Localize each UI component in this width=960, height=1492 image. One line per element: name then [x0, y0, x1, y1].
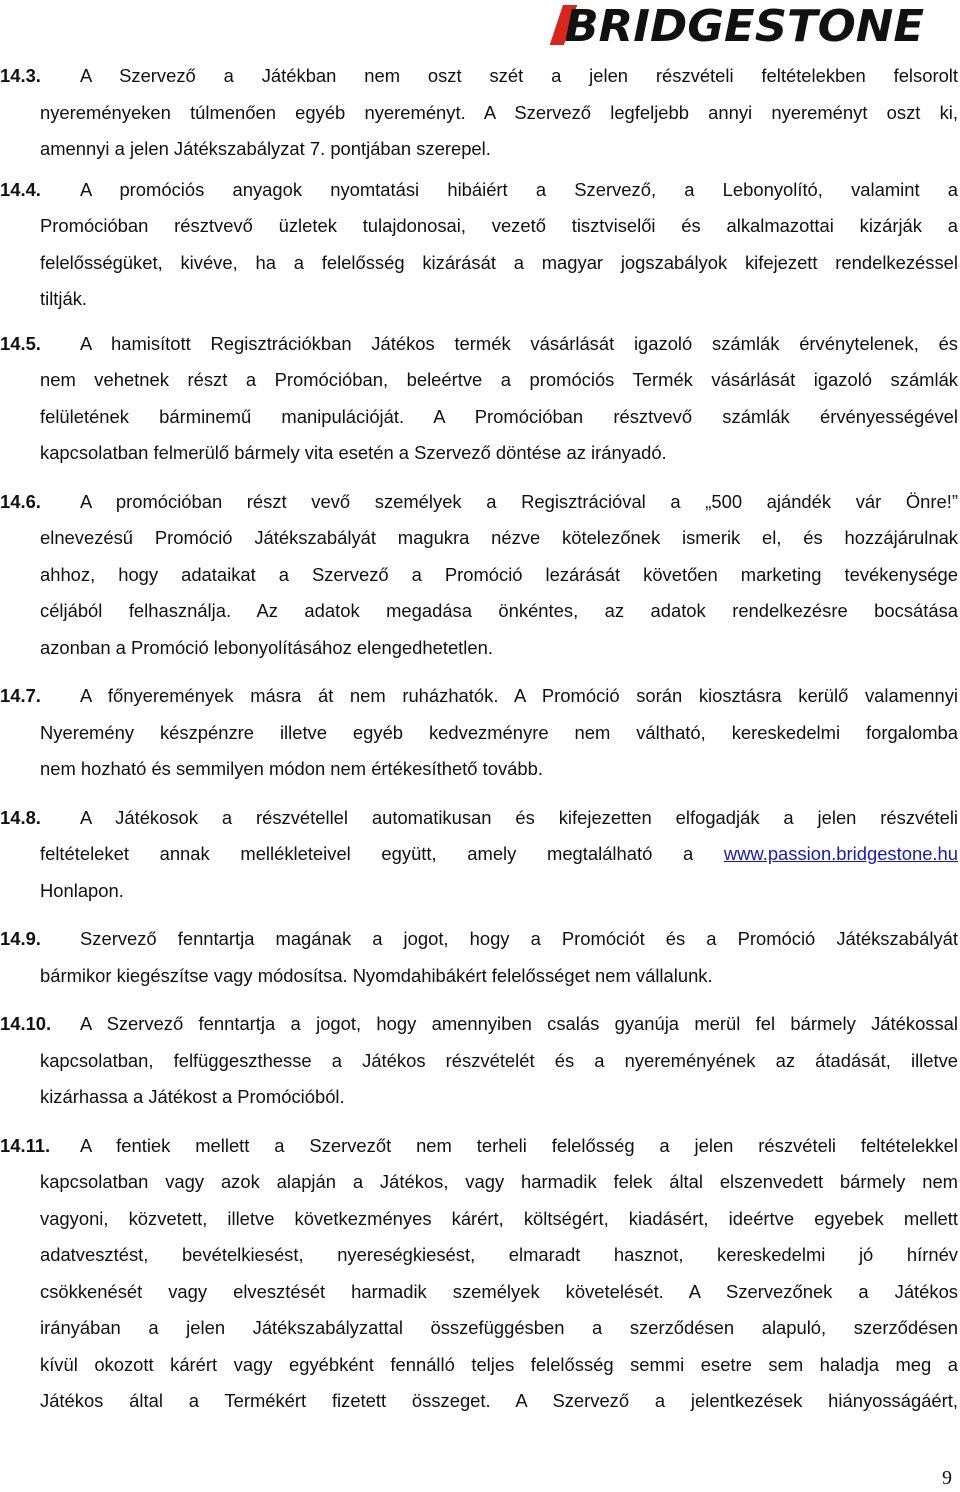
page-number: 9 [942, 1467, 952, 1489]
paragraph-line: ahhoz, hogy adataikat a Szervező a Promóció lezárását követően marketing tevékenysége [40, 563, 958, 585]
paragraph-line: azonban a Promóció lebonyolításához elengedhetetlen. [40, 636, 493, 658]
paragraph-14-3 [0, 58, 958, 168]
paragraph-line: A Szervező a Játékban nem oszt szét a jelen részvételi feltételekben felsorolt [80, 65, 958, 86]
paragraph-number: 14.3. [0, 65, 41, 86]
paragraph-line: Játékos által a Termékért fizetett összeget. A Szervező a jelentkezések hiányosságáért, [40, 1390, 958, 1411]
paragraph-number: 14.7. [0, 685, 41, 706]
paragraph-line: A Játékosok a részvétellel automatikusan és kifejezetten elfogadják a jelen részvételi [80, 806, 958, 828]
paragraph-line: céljából felhasználja. Az adatok megadása önkéntes, az adatok rendelkezésre bocsátása [40, 600, 958, 621]
paragraph-line: vagyoni, közvetett, illetve következményes kárért, költségért, kiadásért, ideértve egyebek mellett [40, 1207, 958, 1229]
paragraph-14-6 [0, 484, 958, 667]
paragraph-number: 14.6. [0, 490, 41, 512]
paragraph-line: kívül okozott kárért vagy egyébként fennálló teljes felelősség semmi esetre sem haladja meg a [40, 1353, 958, 1375]
paragraph-number: 14.5. [0, 332, 41, 354]
paragraph-line: kizárhassa a Játékost a Promócióból. [40, 1086, 345, 1107]
paragraph-line: felületének bárminemű manipulációját. A Promócióban résztvevő számlák érvényességével [40, 405, 958, 427]
paragraph-14-8 [0, 800, 958, 910]
website-link[interactable]: www.passion.bridgestone.hu [723, 843, 958, 864]
paragraph-line: tiltják. [40, 288, 88, 309]
paragraph-line: amennyi a jelen Játékszabályzat 7. pontjában szerepel. [40, 138, 491, 159]
paragraph-line: A promóciós anyagok nyomtatási hibáiért a Szervező, a Lebonyolító, valamint a [80, 178, 958, 200]
paragraph-line: feltételeket annak mellékleteivel együtt, amely megtalálható a [40, 843, 694, 864]
paragraph-line: kapcsolatban felmerülő bármely vita esetén a Szervező döntése az irányadó. [40, 442, 667, 463]
paragraph-line: Promócióban résztvevő üzletek tulajdonosai, vezető tisztviselői és alkalmazottai kizárják a [40, 215, 958, 236]
paragraph-line: Szervező fenntartja magának a jogot, hogy a Promóciót és a Promóció Játékszabályát [80, 928, 958, 949]
paragraph-14-4 [0, 172, 958, 318]
paragraph-line: A Szervező fenntartja a jogot, hogy amennyiben csalás gyanúja merül fel bármely Játékossal [80, 1013, 958, 1034]
paragraph-line: elnevezésű Promóció Játékszabályát magukra nézve kötelezőnek ismerik el, és hozzájárulnak [40, 527, 958, 548]
paragraph-line: adatvesztést, bevételkiesést, nyereségkiesést, elmaradt hasznot, kereskedelmi jó hírnév [40, 1244, 958, 1265]
paragraph-line: irányában a jelen Játékszabályzattal összefüggésben a szerződésen alapuló, szerződésen [40, 1317, 958, 1338]
paragraph-number: 14.4. [0, 178, 41, 200]
paragraph-line: nyereményeken túlmenően egyéb nyereményt. A Szervező legfeljebb annyi nyereményt oszt ki, [40, 101, 958, 123]
paragraph-number: 14.9. [0, 928, 41, 949]
paragraph-line: bármikor kiegészítse vagy módosítsa. Nyomdahibákért felelősséget nem vállalunk. [40, 964, 713, 986]
paragraph-14-11 [0, 1128, 958, 1420]
paragraph-line: A fentiek mellett a Szervezőt nem terheli felelősség a jelen részvételi feltételekkel [80, 1134, 958, 1156]
paragraph-line: nem hozható és semmilyen módon nem értékesíthető tovább. [40, 758, 543, 779]
document-body [0, 58, 958, 1420]
logo-text: BRIDGESTONE [563, 1, 924, 52]
paragraph-14-10 [0, 1006, 958, 1116]
paragraph-line: kapcsolatban vagy azok alapján a Játékos, vagy harmadik felek által elszenvedett bármely nem [40, 1171, 958, 1192]
bridgestone-logo [564, 2, 924, 52]
paragraph-line: A promócióban részt vevő személyek a Regisztrációval a „500 ajándék vár Önre!” [80, 490, 958, 512]
paragraph-line: nem vehetnek részt a Promócióban, beleértve a promóciós Termék vásárlását igazoló számlák [40, 369, 958, 390]
paragraph-line: A hamisított Regisztrációkban Játékos termék vásárlását igazoló számlák érvénytelenek, és [80, 332, 958, 354]
paragraph-line: A főnyeremények másra át nem ruházhatók. A Promóció során kiosztásra kerülő valamennyi [80, 685, 958, 706]
paragraph-line: csökkenését vagy elvesztését harmadik személyek követelését. A Szervezőnek a Játékos [40, 1280, 958, 1302]
paragraph-number: 14.8. [0, 806, 41, 828]
paragraph-line: kapcsolatban, felfüggeszthesse a Játékos részvételét és a nyereményének az átadását, illetve [40, 1049, 958, 1071]
paragraph-line: Honlapon. [40, 879, 124, 901]
paragraph-14-7 [0, 678, 958, 788]
paragraph-line: felelősségüket, kivéve, ha a felelősség kizárását a magyar jogszabályok kifejezett rendelkezéssel [40, 251, 958, 273]
paragraph-14-9 [0, 921, 958, 994]
paragraph-number: 14.10. [0, 1013, 52, 1034]
paragraph-14-5 [0, 326, 958, 472]
paragraph-number: 14.11. [0, 1134, 51, 1156]
paragraph-line: Nyeremény készpénzre illetve egyéb kedvezményre nem váltható, kereskedelmi forgalomba [40, 721, 958, 743]
